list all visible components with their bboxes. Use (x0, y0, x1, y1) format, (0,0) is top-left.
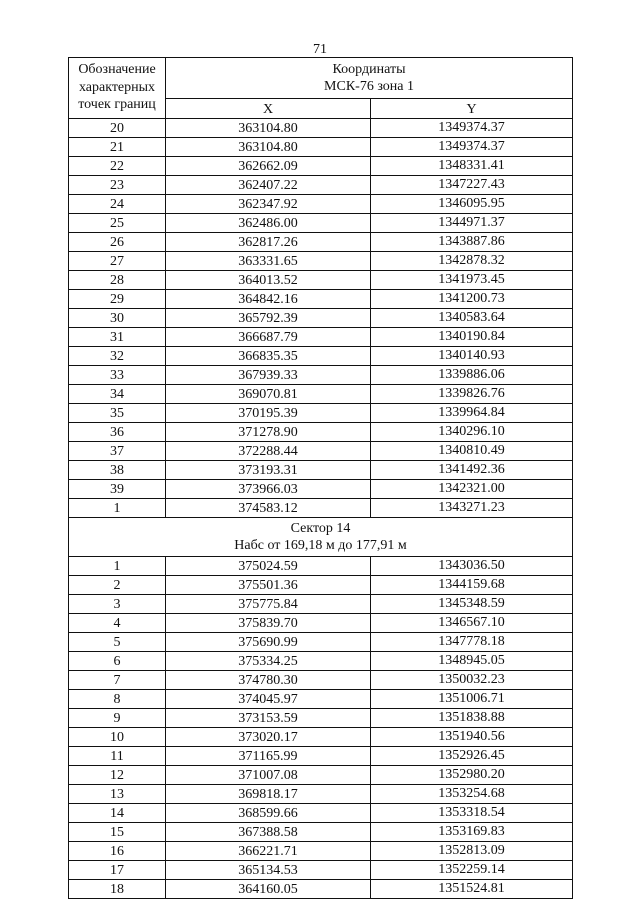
y-coordinate-cell: 1347778.18 (371, 633, 573, 652)
coordinates-header (166, 58, 573, 99)
table-row (69, 652, 573, 671)
table-row (69, 442, 573, 461)
table-row (69, 690, 573, 709)
table-row (69, 480, 573, 499)
x-coordinate-cell: 364842.16 (166, 290, 371, 309)
y-coordinate-cell: 1353254.68 (371, 785, 573, 804)
table-row (69, 328, 573, 347)
y-coordinate-cell: 1343887.86 (371, 233, 573, 252)
table-row (69, 785, 573, 804)
x-coordinate-cell: 364160.05 (166, 880, 371, 899)
y-coordinate-cell: 1339826.76 (371, 385, 573, 404)
y-coordinate-cell: 1340810.49 (371, 442, 573, 461)
point-number-cell: 3 (69, 595, 166, 614)
point-number-cell: 21 (69, 138, 166, 157)
x-coordinate-cell: 365792.39 (166, 309, 371, 328)
table-row (69, 499, 573, 518)
coordinates-header-line-1: Координаты (332, 62, 406, 77)
table-row (69, 747, 573, 766)
table-row (69, 595, 573, 614)
y-coordinate-cell: 1349374.37 (371, 119, 573, 138)
table-row (69, 290, 573, 309)
x-coordinate-cell: 366835.35 (166, 347, 371, 366)
y-coordinate-cell: 1344971.37 (371, 214, 573, 233)
x-coordinate-cell: 369818.17 (166, 785, 371, 804)
y-coordinate-cell: 1339886.06 (371, 366, 573, 385)
point-number-cell: 31 (69, 328, 166, 347)
point-number-cell: 1 (69, 499, 166, 518)
y-coordinate-cell: 1350032.23 (371, 671, 573, 690)
x-coordinate-cell: 371007.08 (166, 766, 371, 785)
point-number-cell: 22 (69, 157, 166, 176)
table-row (69, 614, 573, 633)
x-coordinate-cell: 370195.39 (166, 404, 371, 423)
table-row (69, 347, 573, 366)
point-number-cell: 12 (69, 766, 166, 785)
x-coordinate-cell: 371278.90 (166, 423, 371, 442)
x-coordinate-cell: 375690.99 (166, 633, 371, 652)
x-coordinate-cell: 362486.00 (166, 214, 371, 233)
x-coordinate-cell: 363331.65 (166, 252, 371, 271)
point-number-cell: 10 (69, 728, 166, 747)
y-coordinate-cell: 1346567.10 (371, 614, 573, 633)
table-row (69, 423, 573, 442)
point-number-cell: 37 (69, 442, 166, 461)
y-coordinate-cell: 1351006.71 (371, 690, 573, 709)
point-number-cell: 33 (69, 366, 166, 385)
sector-height-range: Набс от 169,18 м до 177,91 м (234, 538, 407, 553)
x-coordinate-cell: 375839.70 (166, 614, 371, 633)
y-coordinate-cell: 1346095.95 (371, 195, 573, 214)
y-coordinate-cell: 1352926.45 (371, 747, 573, 766)
point-number-cell: 2 (69, 576, 166, 595)
point-number-cell: 1 (69, 557, 166, 576)
x-coordinate-cell: 375024.59 (166, 557, 371, 576)
point-number-cell: 18 (69, 880, 166, 899)
y-coordinate-cell: 1341492.36 (371, 461, 573, 480)
table-row (69, 176, 573, 195)
y-coordinate-cell: 1344159.68 (371, 576, 573, 595)
x-coordinate-cell: 363104.80 (166, 119, 371, 138)
table-row (69, 252, 573, 271)
x-coordinate-cell: 366221.71 (166, 842, 371, 861)
table-row (69, 671, 573, 690)
table-row (69, 309, 573, 328)
point-number-cell: 6 (69, 652, 166, 671)
table-row (69, 385, 573, 404)
table-row (69, 766, 573, 785)
x-coordinate-cell: 369070.81 (166, 385, 371, 404)
point-number-cell: 16 (69, 842, 166, 861)
y-coordinate-cell: 1339964.84 (371, 404, 573, 423)
point-number-cell: 28 (69, 271, 166, 290)
table-row (69, 804, 573, 823)
x-coordinate-cell: 373020.17 (166, 728, 371, 747)
table-row (69, 880, 573, 899)
table-row (69, 728, 573, 747)
point-number-cell: 14 (69, 804, 166, 823)
point-number-cell: 13 (69, 785, 166, 804)
point-number-cell: 5 (69, 633, 166, 652)
point-designation-header-line-2: характерных (78, 79, 156, 95)
y-coordinate-cell: 1349374.37 (371, 138, 573, 157)
table-row (69, 119, 573, 138)
point-number-cell: 24 (69, 195, 166, 214)
sector-row (69, 518, 573, 557)
x-coordinate-cell: 372288.44 (166, 442, 371, 461)
x-coordinate-cell: 367939.33 (166, 366, 371, 385)
point-number-cell: 20 (69, 119, 166, 138)
table-row (69, 842, 573, 861)
x-coordinate-cell: 374780.30 (166, 671, 371, 690)
x-coordinate-cell: 367388.58 (166, 823, 371, 842)
y-column-header: Y (371, 99, 573, 119)
y-coordinate-cell: 1351940.56 (371, 728, 573, 747)
x-coordinate-cell: 375775.84 (166, 595, 371, 614)
x-column-header: X (166, 99, 371, 119)
table-row (69, 233, 573, 252)
point-number-cell: 39 (69, 480, 166, 499)
table-row (69, 366, 573, 385)
sector-title: Сектор 14 (290, 521, 351, 536)
x-coordinate-cell: 373193.31 (166, 461, 371, 480)
x-coordinate-cell: 362347.92 (166, 195, 371, 214)
y-coordinate-cell: 1348331.41 (371, 157, 573, 176)
point-number-cell: 4 (69, 614, 166, 633)
point-number-cell: 35 (69, 404, 166, 423)
x-coordinate-cell: 362662.09 (166, 157, 371, 176)
y-coordinate-cell: 1340583.64 (371, 309, 573, 328)
x-coordinate-cell: 371165.99 (166, 747, 371, 766)
point-number-cell: 8 (69, 690, 166, 709)
x-coordinate-cell: 375501.36 (166, 576, 371, 595)
x-coordinate-cell: 374583.12 (166, 499, 371, 518)
page-number: 71 (313, 42, 327, 57)
table-row (69, 461, 573, 480)
table-row (69, 271, 573, 290)
y-coordinate-cell: 1351838.88 (371, 709, 573, 728)
x-coordinate-cell: 365134.53 (166, 861, 371, 880)
coordinates-table-body (69, 58, 573, 899)
x-coordinate-cell: 363104.80 (166, 138, 371, 157)
point-number-cell: 29 (69, 290, 166, 309)
y-coordinate-cell: 1348945.05 (371, 652, 573, 671)
y-coordinate-cell: 1345348.59 (371, 595, 573, 614)
table-row (69, 138, 573, 157)
table-row (69, 709, 573, 728)
point-designation-header-line-1: Обозначение (78, 62, 156, 77)
table-row (69, 214, 573, 233)
y-coordinate-cell: 1342321.00 (371, 480, 573, 499)
point-number-cell: 17 (69, 861, 166, 880)
x-coordinate-cell: 364013.52 (166, 271, 371, 290)
point-number-cell: 23 (69, 176, 166, 195)
point-number-cell: 38 (69, 461, 166, 480)
x-coordinate-cell: 362817.26 (166, 233, 371, 252)
point-number-cell: 34 (69, 385, 166, 404)
table-row (69, 557, 573, 576)
y-coordinate-cell: 1340140.93 (371, 347, 573, 366)
x-coordinate-cell: 374045.97 (166, 690, 371, 709)
point-number-cell: 7 (69, 671, 166, 690)
point-number-cell: 25 (69, 214, 166, 233)
point-number-cell: 11 (69, 747, 166, 766)
table-row (69, 633, 573, 652)
point-number-cell: 26 (69, 233, 166, 252)
y-coordinate-cell: 1353169.83 (371, 823, 573, 842)
point-designation-header (69, 58, 166, 119)
y-coordinate-cell: 1343036.50 (371, 557, 573, 576)
point-number-cell: 32 (69, 347, 166, 366)
point-number-cell: 30 (69, 309, 166, 328)
y-coordinate-cell: 1352813.09 (371, 842, 573, 861)
y-coordinate-cell: 1353318.54 (371, 804, 573, 823)
point-number-cell: 15 (69, 823, 166, 842)
point-designation-header-line-3: точек границ (78, 97, 156, 112)
y-coordinate-cell: 1352259.14 (371, 861, 573, 880)
table-header-row (69, 58, 573, 99)
y-coordinate-cell: 1341973.45 (371, 271, 573, 290)
point-number-cell: 27 (69, 252, 166, 271)
y-coordinate-cell: 1341200.73 (371, 290, 573, 309)
y-coordinate-cell: 1340190.84 (371, 328, 573, 347)
table-row (69, 823, 573, 842)
x-coordinate-cell: 368599.66 (166, 804, 371, 823)
y-coordinate-cell: 1340296.10 (371, 423, 573, 442)
point-number-cell: 36 (69, 423, 166, 442)
x-coordinate-cell: 375334.25 (166, 652, 371, 671)
table-row (69, 404, 573, 423)
y-coordinate-cell: 1342878.32 (371, 252, 573, 271)
table-row (69, 861, 573, 880)
x-coordinate-cell: 366687.79 (166, 328, 371, 347)
y-coordinate-cell: 1343271.23 (371, 499, 573, 518)
x-coordinate-cell: 373966.03 (166, 480, 371, 499)
y-coordinate-cell: 1352980.20 (371, 766, 573, 785)
y-coordinate-cell: 1347227.43 (371, 176, 573, 195)
table-row (69, 157, 573, 176)
table-row (69, 576, 573, 595)
table-row (69, 195, 573, 214)
coordinates-header-line-2: МСК-76 зона 1 (324, 79, 414, 94)
coordinates-table (68, 57, 573, 899)
point-number-cell: 9 (69, 709, 166, 728)
x-coordinate-cell: 362407.22 (166, 176, 371, 195)
y-coordinate-cell: 1351524.81 (371, 880, 573, 899)
sector-heading (69, 518, 573, 557)
x-coordinate-cell: 373153.59 (166, 709, 371, 728)
